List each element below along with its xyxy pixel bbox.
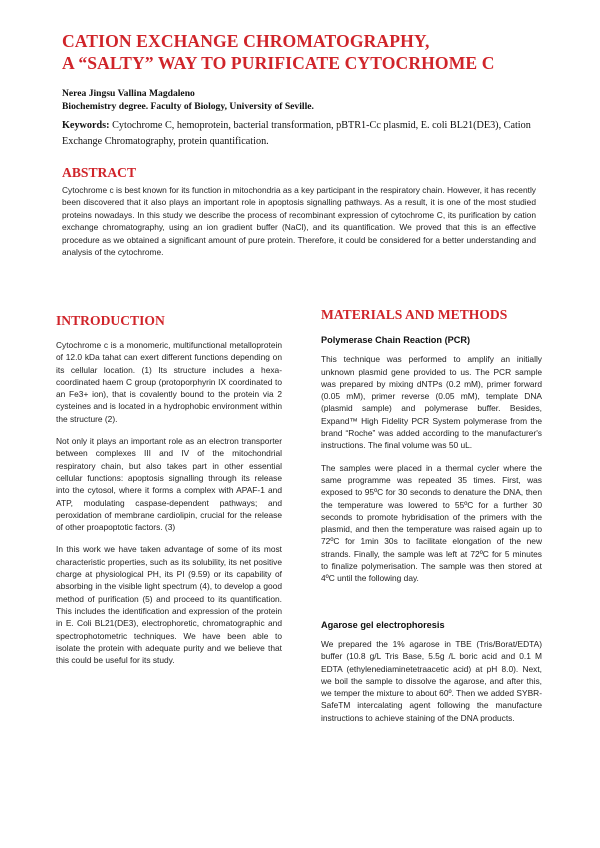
intro-paragraph-2: Not only it plays an important role as an electron transporter between complexes III and IV of the mitochondrial respiratory chain, but also takes part in other essential cellular functions: apoptosis signalling through its release into the cytosol, where it forms a complex with APAF-1 and ATP, modulating caspase-dependent pathways; and peroxidation of membrane cardiolipin, crucial for the release of other proapoptotic factors. (3) xyxy=(56,436,282,533)
agarose-heading: Agarose gel electrophoresis xyxy=(321,619,445,630)
abstract-heading: ABSTRACT xyxy=(62,165,137,180)
introduction-column xyxy=(56,312,282,676)
methods-column xyxy=(321,306,542,734)
section-gap xyxy=(321,595,542,609)
agarose-paragraph-1: We prepared the 1% agarose in TBE (Tris/Borat/EDTA) buffer (10.8 g/L Tris Base, 5.5g /L boric acid and 0.1 M EDTA (ethylenediaminetetraacetic acid) at pH 8.0). Next, we boil the sample to dissolve the agarose, and after this, we temper the mixture to about 60º. Then we added SYBR-SafeTM intercalating agent following the manufacture instructions to achieve staining of the DNA products. xyxy=(321,638,542,723)
introduction-heading: INTRODUCTION xyxy=(56,313,165,328)
title-line-2: A “SALTY” WAY TO PURIFICATE CYTOCRHOME C xyxy=(62,53,495,73)
intro-paragraph-1: Cytochrome c is a monomeric, multifunctional metalloprotein of 12.0 kDa tahat can exert different functions depending on its cellular location. (1) Its structure includes a hexa-coordinated haem C group (protoporphyrin IX coordinated to an Fe3+ ion), that is covalently bound to the protein via 2 cysteines and is located in a hydrophobic environment within the structure (2). xyxy=(56,340,282,424)
paper-title xyxy=(62,30,562,74)
pcr-paragraph-1: This technique was performed to amplify an initially unknown plasmid gene provided to us. The PCR sample was prepared by mixing dNTPs (0.2 mM), primer forward (0.05 mM), primer reverse (0.05 mM), template DNA (plasmid sample) and polymerase buffer. Besides, Expand™ High Fidelity PCR System polymerase from the brand “Roche” was added according to the manufacturer's instructions. The final volume was 50 uL. xyxy=(321,354,542,451)
title-line-1: CATION EXCHANGE CHROMATOGRAPHY, xyxy=(62,31,430,51)
author-name: Nerea Jingsu Vallina Magdaleno xyxy=(62,88,195,99)
pcr-heading: Polymerase Chain Reaction (PCR) xyxy=(321,335,471,345)
keywords-label: Keywords: xyxy=(62,120,110,131)
methods-heading: MATERIALS AND METHODS xyxy=(321,307,508,322)
pcr-paragraph-2: The samples were placed in a thermal cycler where the same programme was repeated 35 times. First, was exposed to 95ºC for 30 seconds to denature the DNA, then the temperature was lowered to 55ºC for a further 30 seconds to promote hybridisation of the primers with the plasmid, and then the temperature was raised again up to 72ºC for 1min 30s to facilitate elongation of the new strands. Finally, the sample was left at 72ºC for 5 minutes to finalize polymerisation. The sample was then stored at 4ºC until the following day. xyxy=(321,462,542,584)
author-block xyxy=(62,87,542,113)
keywords-text: Cytochrome C, hemoprotein, bacterial transformation, pBTR1-Cc plasmid, E. coli BL21(DE3), Cation Exchange Chromatography, protein quantification. xyxy=(62,120,531,147)
keywords xyxy=(62,118,532,149)
intro-paragraph-3: In this work we have taken advantage of some of its most characteristic properties, such as its solubility, its net positive charge at physiological PH, its PI (9.59) or its capability of absorbing in the visible light spectrum (4), to develop a good method of purification (5) and proceed to its quantification. This includes the identification and expression of the protein in E. Coli BL21(DE3), electrophoretic, chromatographic and spectrophotometric techniques. We have been able to isolate the protein with adequate purity and we believe that this could be useful for its study. xyxy=(56,544,282,666)
abstract-text: Cytochrome c is best known for its function in mitochondria as a key participant in the respiratory chain. However, it has recently been discovered that it also plays an important role in apoptosis signalling pathways. As a result, it is one of the most studied proteins nowadays. In this study we describe the process of recombinant expression of cytochrome C, its purification by cation exchange chromatography, using an ion gradient buffer (NaCl), and its quantification. We proved that this is an effective procedure as we obtained a significant amount of pure protein. Therefore, it could be considered for a better understanding and analysis of the cytochrome. xyxy=(62,185,536,258)
author-affiliation: Biochemistry degree. Faculty of Biology, University of Seville. xyxy=(62,101,314,112)
